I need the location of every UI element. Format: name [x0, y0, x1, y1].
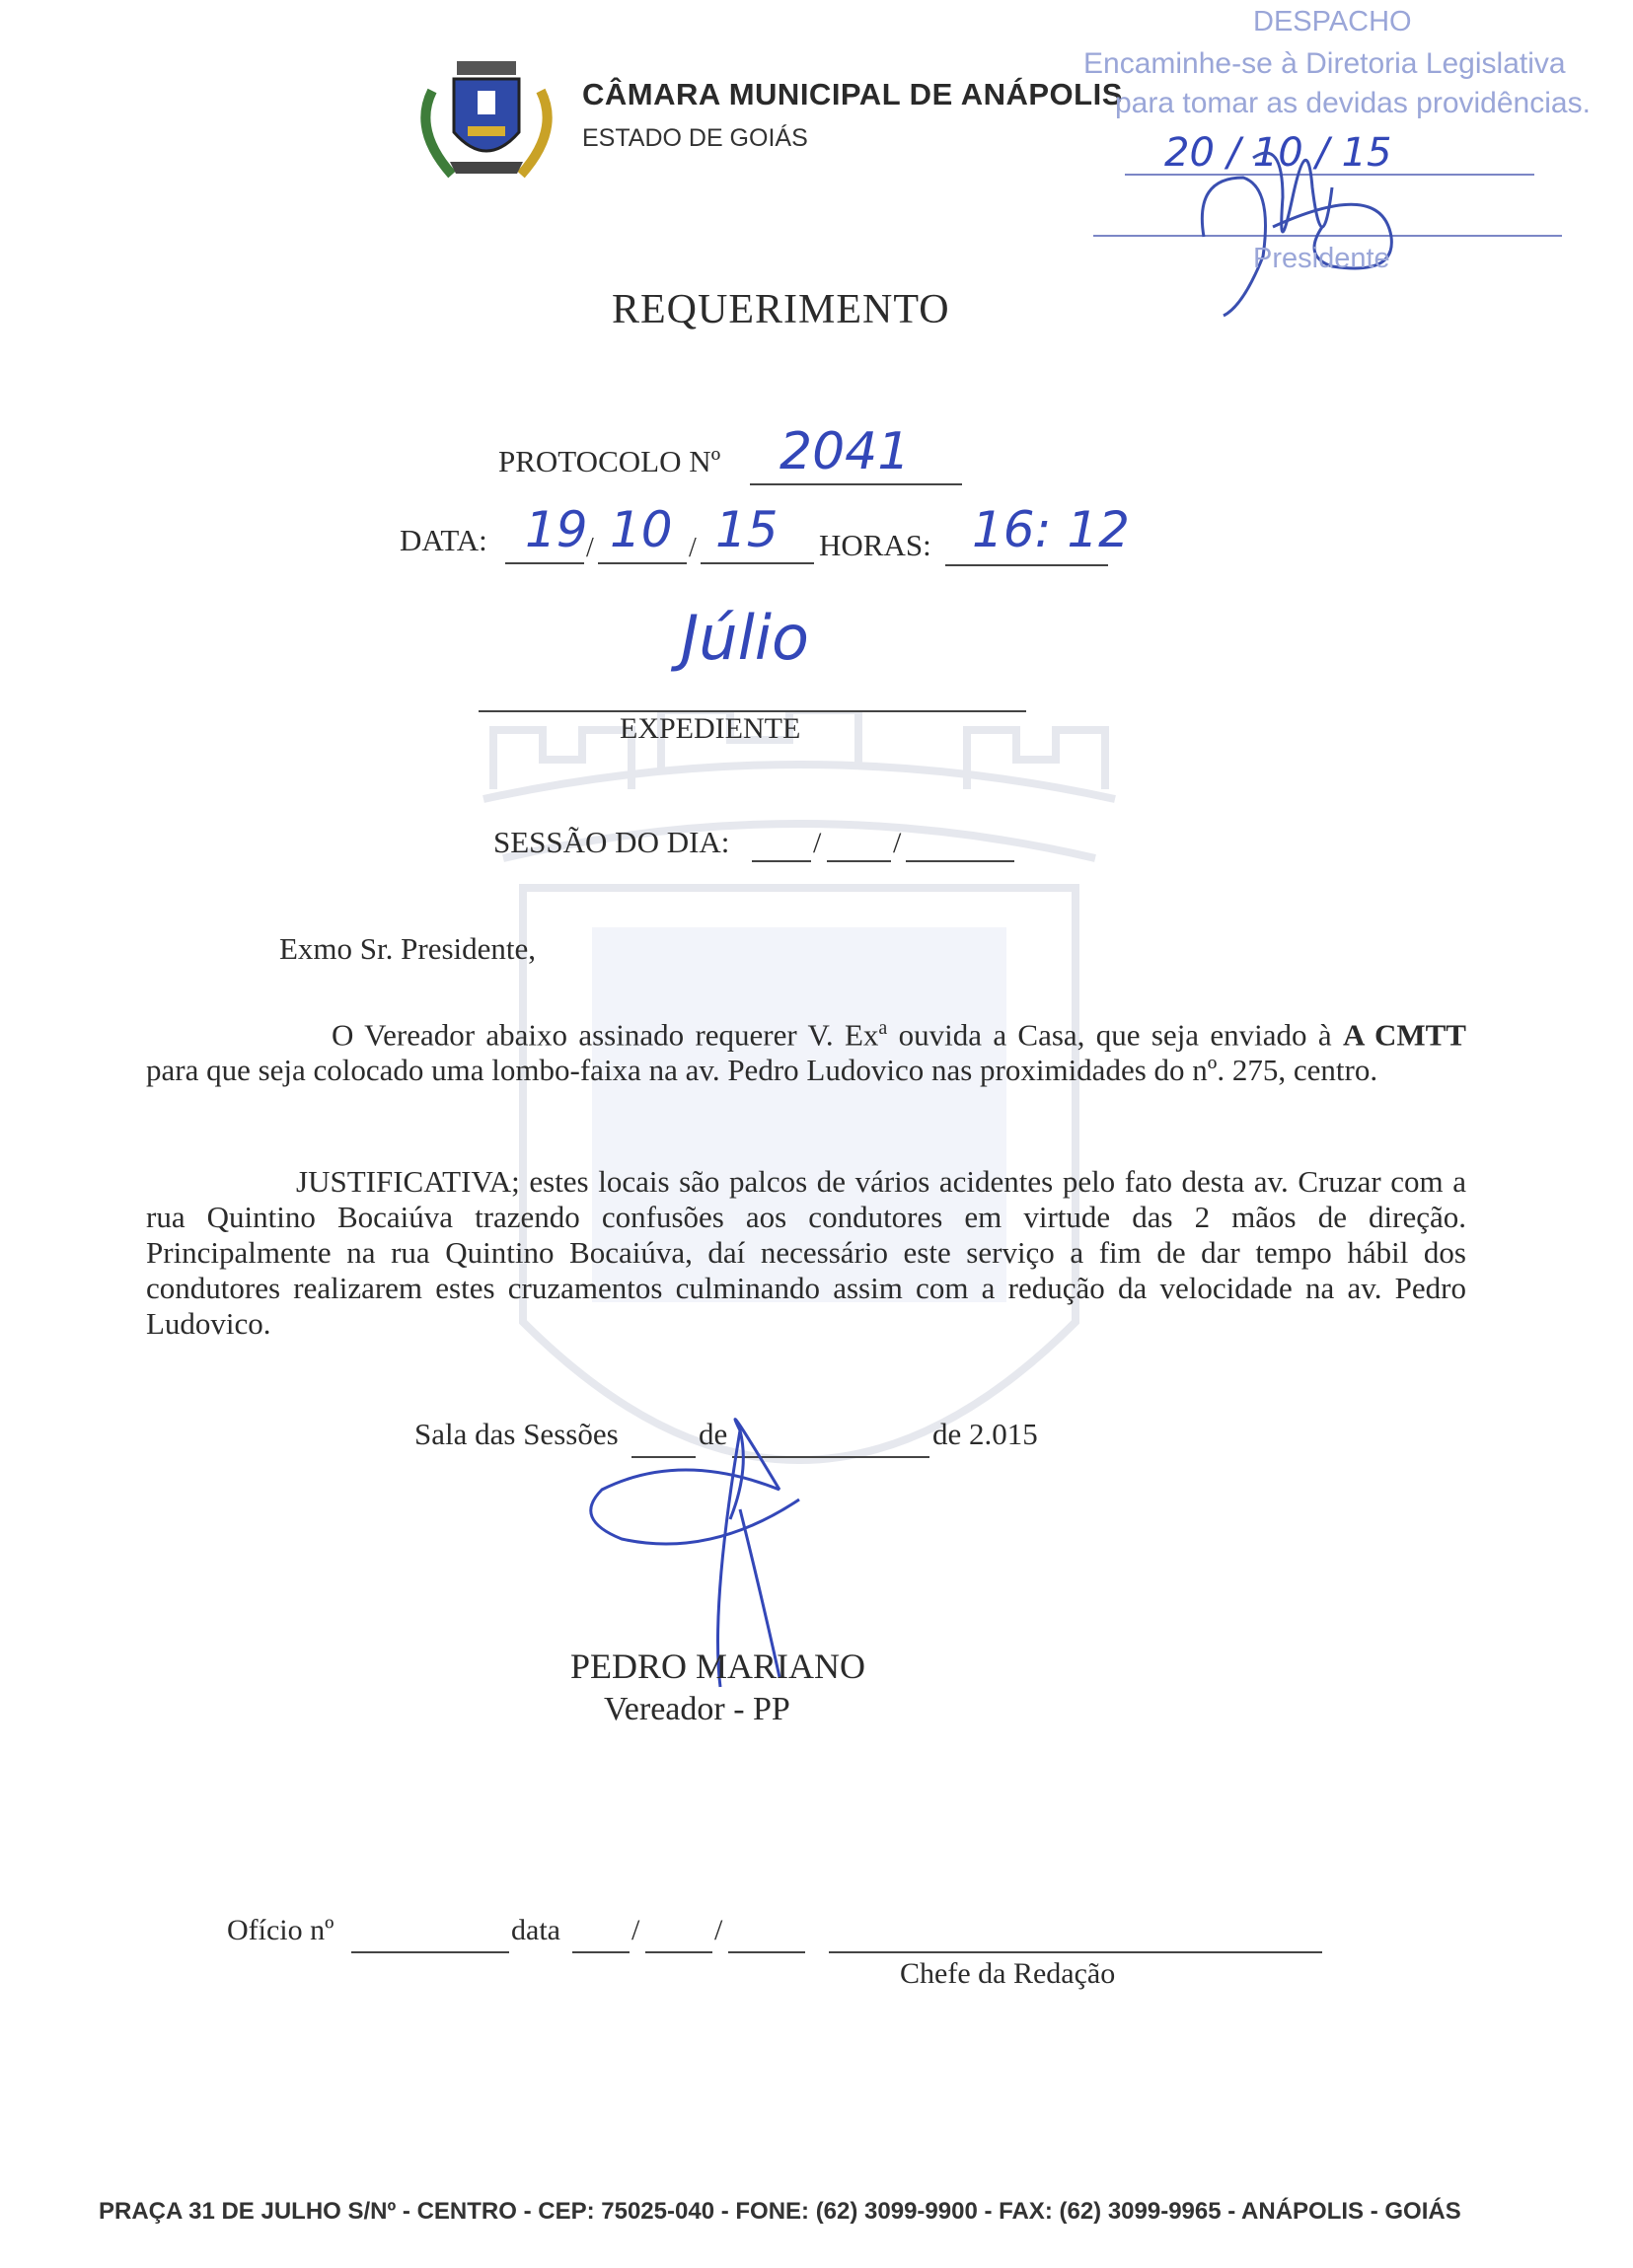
- date-sep-2: /: [689, 533, 697, 563]
- date-day-line: [505, 562, 584, 564]
- protocol-number: 2041: [779, 422, 911, 481]
- date-sep-1: /: [586, 533, 594, 563]
- date-year: 15: [715, 501, 779, 558]
- sala-de-1: de: [699, 1417, 728, 1451]
- sala-label: Sala das Sessões: [414, 1417, 619, 1451]
- paragraph-request-bold: A CMTT: [1342, 1017, 1466, 1053]
- paragraph-request-part1: O Vereador abaixo assinado requerer V. Ex: [332, 1017, 879, 1053]
- despacho-date: 20 / 10 / 15: [1164, 130, 1392, 176]
- oficio-month-line: [645, 1951, 712, 1953]
- oficio-sep-1: /: [631, 1914, 640, 1946]
- chefe-label: Chefe da Redação: [900, 1957, 1116, 1990]
- paragraph-request-superscript: a: [878, 1017, 888, 1039]
- chefe-signature-line: [829, 1951, 1322, 1953]
- session-sep-1: /: [813, 827, 822, 859]
- salutation: Exmo Sr. Presidente,: [279, 931, 537, 966]
- oficio-label: Ofício nº: [227, 1914, 334, 1946]
- despacho-signature-label: Presidente: [1253, 243, 1390, 274]
- date-month: 10: [610, 501, 673, 558]
- session-label: SESSÃO DO DIA:: [493, 825, 730, 859]
- paragraph-request-part3: para que seja colocado uma lombo-faixa na av. Pedro Ludovico nas proximidades do nº. 275, centro.: [146, 1053, 1378, 1088]
- paragraph-request: [146, 1010, 1466, 1088]
- sala-de-2: de 2.015: [932, 1417, 1038, 1451]
- session-sep-2: /: [893, 827, 902, 859]
- municipal-seal-icon: [412, 51, 560, 184]
- protocol-line: [750, 483, 962, 485]
- date-label: DATA:: [400, 523, 487, 557]
- document-title: REQUERIMENTO: [612, 287, 950, 332]
- session-month-line: [827, 860, 891, 862]
- oficio-sep-2: /: [714, 1914, 723, 1946]
- expediente-handwritten: Júlio: [681, 602, 809, 674]
- date-month-line: [598, 562, 687, 564]
- institution-name: CÂMARA MUNICIPAL DE ANÁPOLIS: [582, 77, 1123, 111]
- paragraph-justification: JUSTIFICATIVA; estes locais são palcos de vários acidentes pelo fato desta av. Cruzar com a rua Quintino Bocaiúva trazendo confusões aos condutores em virtude das 2 mãos de direção. Principalmente na rua Quintino Bocaiúva, daí necessário este serviço a fim de dar tempo hábil dos condutores realizarem estes cruzamentos culminando assim com a redução da velocidade na av. Pedro Ludovico.: [146, 1164, 1466, 1341]
- hours-label: HORAS:: [819, 528, 931, 562]
- hours-line: [945, 564, 1108, 566]
- oficio-day-line: [572, 1951, 630, 1953]
- despacho-line-1: Encaminhe-se à Diretoria Legislativa: [1083, 47, 1566, 80]
- footer-address: PRAÇA 31 DE JULHO S/Nº - CENTRO - CEP: 75025-040 - FONE: (62) 3099-9900 - FAX: (62) 3099-9965 - ANÁPOLIS - GOIÁS: [99, 2198, 1461, 2225]
- session-day-line: [752, 860, 811, 862]
- expediente-label: EXPEDIENTE: [620, 712, 801, 745]
- hours-value: 16: 12: [972, 501, 1130, 558]
- oficio-data-label: data: [511, 1914, 560, 1946]
- state-name: ESTADO DE GOIÁS: [582, 124, 808, 152]
- signatory-name: PEDRO MARIANO: [570, 1646, 866, 1686]
- oficio-number-line: [351, 1951, 509, 1953]
- protocol-label: PROTOCOLO Nº: [498, 444, 721, 478]
- signatory-role: Vereador - PP: [604, 1691, 790, 1727]
- president-signature-icon: [1184, 118, 1411, 326]
- despacho-line-2: para tomar as devidas providências.: [1115, 87, 1591, 119]
- session-year-line: [906, 860, 1014, 862]
- paragraph-request-part2: ouvida a Casa, que seja enviado à: [887, 1017, 1343, 1053]
- date-year-line: [701, 562, 814, 564]
- date-day: 19: [525, 501, 588, 558]
- despacho-title: DESPACHO: [1253, 6, 1412, 37]
- oficio-year-line: [728, 1951, 805, 1953]
